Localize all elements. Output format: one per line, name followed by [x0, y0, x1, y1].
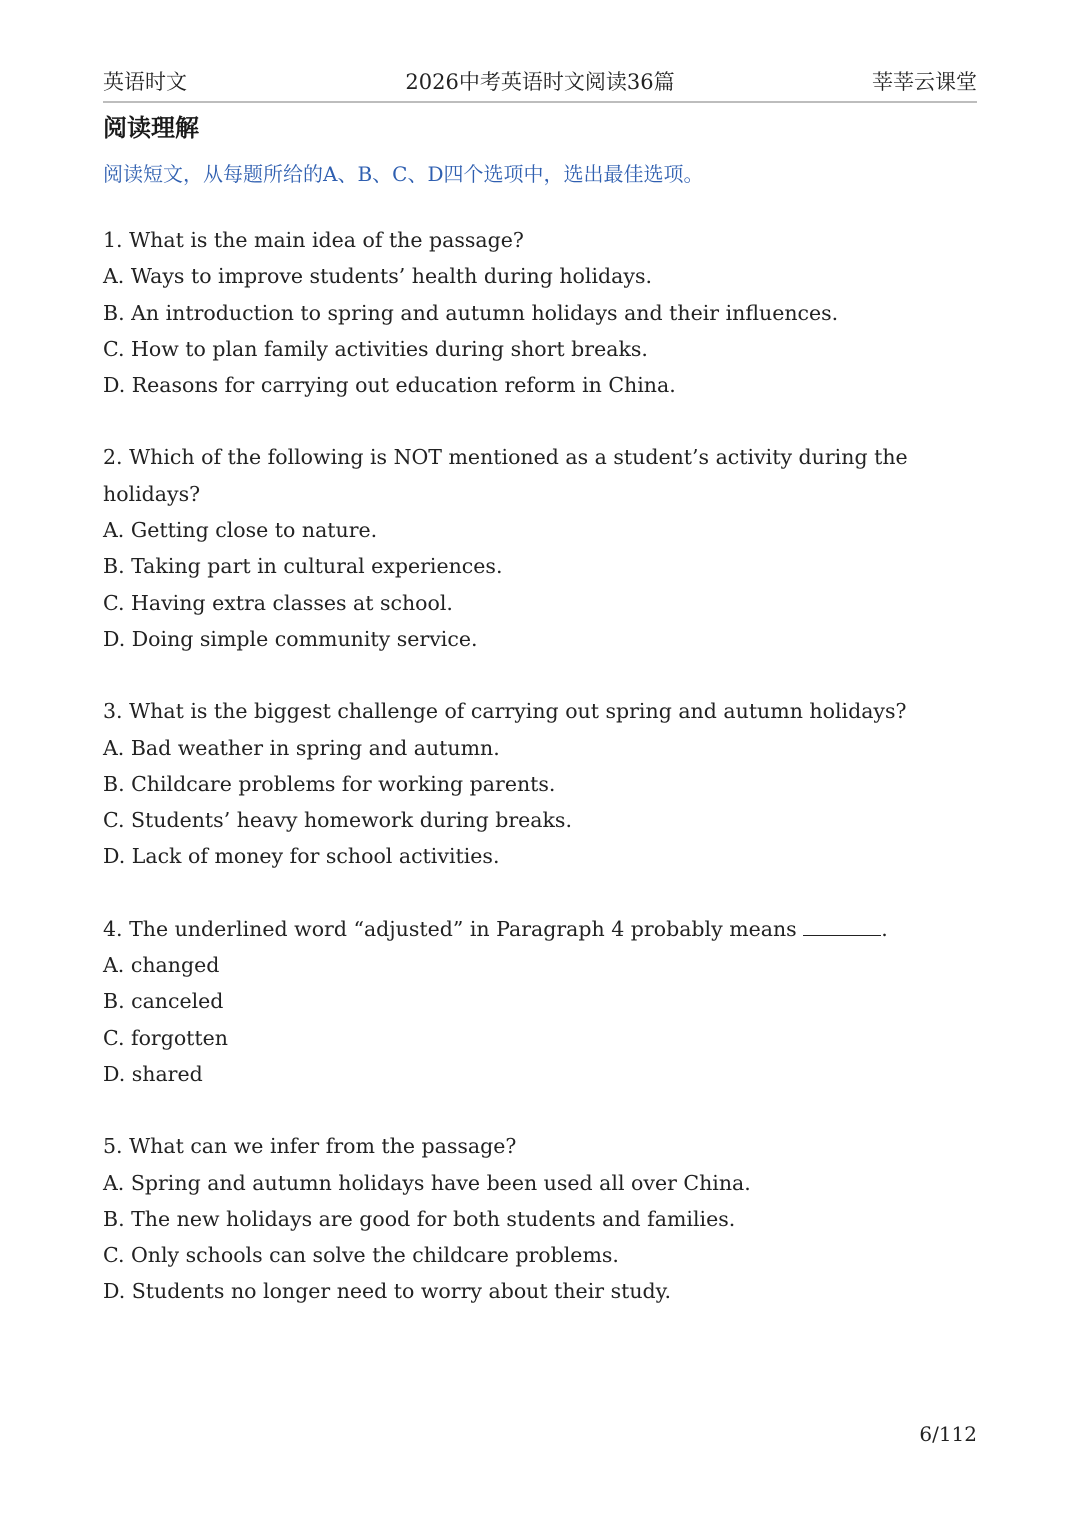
option-b: B. The new holidays are good for both students and families.	[103, 1206, 736, 1231]
option-a: A. changed	[103, 953, 220, 978]
option-a: A. Spring and autumn holidays have been used all over China.	[103, 1170, 751, 1195]
option-b: B. Childcare problems for working parents.	[103, 771, 556, 796]
section-title: 阅读理解	[103, 113, 199, 142]
question-stem: 1. What is the main idea of the passage?	[103, 228, 524, 252]
header-publisher: 莘莘云课堂	[872, 70, 977, 94]
option-d: D. Students no longer need to worry about their study.	[103, 1279, 672, 1304]
instruction-text: 阅读短文，从每题所给的A、B、C、D四个选项中，选出最佳选项。	[103, 162, 704, 186]
answer-blank	[803, 919, 881, 936]
header-document-title: 2026中考英语时文阅读36篇	[405, 70, 675, 94]
option-d: D. shared	[103, 1061, 203, 1086]
option-b: B. Taking part in cultural experiences.	[103, 554, 503, 579]
option-a: A. Getting close to nature.	[103, 518, 378, 543]
question-stem-end: .	[881, 916, 888, 941]
option-c: C. Students’ heavy homework during breaks.	[103, 808, 572, 833]
option-b: B. canceled	[103, 989, 224, 1014]
option-c: C. forgotten	[103, 1025, 228, 1050]
question-stem	[103, 911, 923, 947]
question-1	[103, 222, 977, 403]
option-c: C. Having extra classes at school.	[103, 590, 453, 615]
question-5	[103, 1128, 977, 1309]
question-2	[103, 439, 977, 657]
option-a: A. Ways to improve students’ health during holidays.	[103, 264, 652, 289]
question-3	[103, 693, 977, 874]
option-d: D. Lack of money for school activities.	[103, 844, 500, 869]
header-divider	[103, 101, 977, 103]
question-stem: 5. What can we infer from the passage?	[103, 1134, 517, 1159]
question-stem: 3. What is the biggest challenge of carrying out spring and autumn holidays?	[103, 699, 907, 724]
question-stem: 2. Which of the following is NOT mentioned as a student’s activity during the holidays?	[103, 445, 908, 506]
page-number: 6/112	[919, 1422, 977, 1446]
option-b: B. An introduction to spring and autumn holidays and their influences.	[103, 300, 839, 325]
option-d: D. Doing simple community service.	[103, 626, 478, 651]
option-a: A. Bad weather in spring and autumn.	[103, 735, 500, 760]
question-stem-text: 4. The underlined word “adjusted” in Paragraph 4 probably means	[103, 916, 804, 941]
option-c: C. How to plan family activities during short breaks.	[103, 336, 648, 361]
page-header	[103, 66, 977, 98]
question-list	[103, 222, 977, 1346]
header-left-title: 英语时文	[103, 70, 187, 94]
option-c: C. Only schools can solve the childcare problems.	[103, 1243, 619, 1268]
option-d: D. Reasons for carrying out education reform in China.	[103, 373, 676, 398]
question-4	[103, 911, 977, 1092]
